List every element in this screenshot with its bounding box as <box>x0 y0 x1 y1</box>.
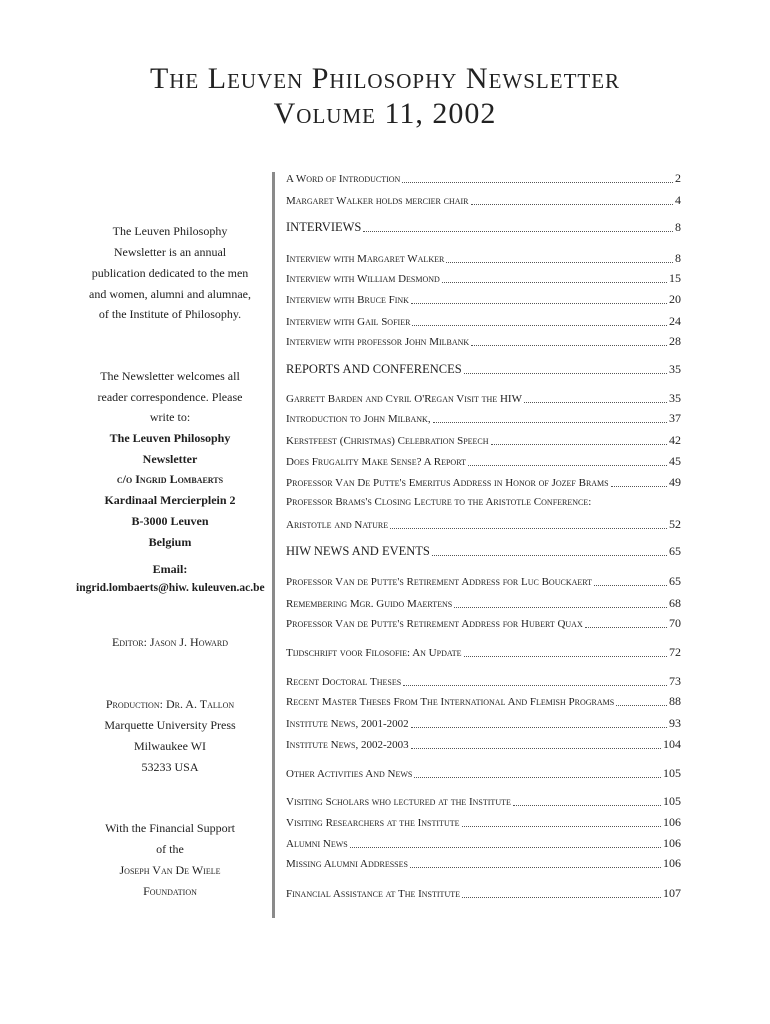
toc-page-number: 52 <box>669 517 681 531</box>
about-line: and women, alumni and alumnae, <box>89 287 251 301</box>
toc-entry-title: Introduction to John Milbank, <box>286 413 431 425</box>
toc-entry[interactable] <box>286 886 681 901</box>
toc-entry-title: HIW NEWS AND EVENTS <box>286 544 430 558</box>
toc-page-number: 106 <box>663 815 681 829</box>
toc-entry[interactable] <box>286 391 681 406</box>
toc-entry[interactable] <box>286 766 681 781</box>
toc-entry-title: Visiting Scholars who lectured at the Institute <box>286 796 511 808</box>
toc-entry-title: Professor Van de Putte's Retirement Address for Hubert Quax <box>286 618 583 630</box>
toc-leader-dots <box>468 464 667 466</box>
toc-page-number: 105 <box>663 766 681 780</box>
toc-entry-title: Interview with Margaret Walker <box>286 253 445 265</box>
toc-leader-dots <box>513 804 661 806</box>
toc-leader-dots <box>414 776 661 778</box>
toc-leader-dots <box>403 684 667 686</box>
toc-page-number: 70 <box>669 616 681 630</box>
support-line: Foundation <box>143 884 197 898</box>
welcome-line: write to: <box>149 410 191 424</box>
toc-leader-dots <box>363 230 673 232</box>
toc-leader-dots <box>585 626 667 628</box>
production-line: 53233 USA <box>141 760 199 774</box>
address-line: Kardinaal Mercierplein 2 <box>104 493 236 507</box>
toc-entry-title: Recent Master Theses From The International And Flemish Programs <box>286 696 615 708</box>
toc-page-number: 73 <box>669 674 681 688</box>
toc-entry[interactable] <box>286 596 681 611</box>
toc-entry[interactable] <box>286 716 681 731</box>
toc-leader-dots <box>411 302 667 304</box>
toc-entry-title: A Word of Introduction <box>286 173 401 185</box>
toc-leader-dots <box>442 281 667 283</box>
about-line: Newsletter is an annual <box>113 245 227 259</box>
toc-leader-dots <box>411 726 667 728</box>
address-line: Belgium <box>148 535 192 549</box>
toc-entry[interactable] <box>286 694 681 709</box>
toc-entry-title: Institute News, 2001-2002 <box>286 718 409 730</box>
toc-entry[interactable] <box>286 517 681 532</box>
toc-entry[interactable] <box>286 171 681 186</box>
toc-page-number: 104 <box>663 737 681 751</box>
toc-entry-title: Professor Van De Putte's Emeritus Address in Honor of Jozef Brams <box>286 477 609 489</box>
toc-leader-dots <box>462 896 661 898</box>
toc-page-number: 8 <box>675 220 681 234</box>
toc-entry[interactable] <box>286 674 681 689</box>
toc-entry-title: Interview with William Desmond <box>286 273 440 285</box>
toc-entry[interactable] <box>286 616 681 631</box>
toc-page-number: 106 <box>663 856 681 870</box>
toc-entry[interactable] <box>286 292 681 307</box>
toc-entry-title: Remembering Mgr. Guido Maertens <box>286 598 453 610</box>
toc-entry[interactable] <box>286 475 681 490</box>
volume-title: Volume 11, 2002 <box>273 97 497 130</box>
toc-entry[interactable] <box>286 856 681 871</box>
support-line: Joseph Van De Wiele <box>119 863 221 877</box>
email-label: Email: <box>152 562 188 576</box>
toc-entry-title: Financial Assistance at The Institute <box>286 888 460 900</box>
vertical-divider <box>272 172 275 918</box>
toc-page-number: 105 <box>663 794 681 808</box>
toc-entry[interactable] <box>286 496 681 508</box>
toc-entry[interactable] <box>286 314 681 329</box>
about-line: The Leuven Philosophy <box>112 224 228 238</box>
toc-page-number: 20 <box>669 292 681 306</box>
production-line: Production: Dr. A. Tallon <box>105 697 235 711</box>
toc-page-number: 65 <box>669 574 681 588</box>
toc-entry-title: Other Activities And News <box>286 768 413 780</box>
toc-entry-title: Margaret Walker holds mercier chair <box>286 195 469 207</box>
toc-entry-title: Garrett Barden and Cyril O'Regan Visit the HIW <box>286 393 522 405</box>
toc-entry-title: Institute News, 2002-2003 <box>286 739 409 751</box>
toc-entry-title: Recent Doctoral Theses <box>286 676 402 688</box>
support-line: of the <box>156 842 184 856</box>
toc-page-number: 93 <box>669 716 681 730</box>
toc-entry[interactable] <box>286 645 681 660</box>
toc-leader-dots <box>454 606 667 608</box>
toc-entry[interactable] <box>286 251 681 266</box>
toc-entry[interactable] <box>286 362 681 377</box>
toc-entry-title: Interview with Gail Sofier <box>286 316 411 328</box>
toc-leader-dots <box>524 401 667 403</box>
address-line: Newsletter <box>142 452 198 466</box>
toc-page-number: 88 <box>669 694 681 708</box>
toc-page-number: 37 <box>669 411 681 425</box>
toc-leader-dots <box>611 485 667 487</box>
toc-page-number: 4 <box>675 193 681 207</box>
about-line: of the Institute of Philosophy. <box>98 307 242 321</box>
toc-entry[interactable] <box>286 220 681 235</box>
toc-entry-title: INTERVIEWS <box>286 220 362 234</box>
toc-entry-title: Aristotle and Nature <box>286 519 389 531</box>
newsletter-title: The Leuven Philosophy Newsletter <box>149 62 621 95</box>
toc-page-number: 49 <box>669 475 681 489</box>
toc-page-number: 65 <box>669 544 681 558</box>
toc-page-number: 45 <box>669 454 681 468</box>
toc-entry-title: Tijdschrift voor Filosofie: An Update <box>286 647 462 659</box>
address-line: c/o Ingrid Lombaerts <box>116 472 224 486</box>
toc-entry[interactable] <box>286 454 681 469</box>
toc-entry-title: Professor Van de Putte's Retirement Address for Luc Bouckaert <box>286 576 593 588</box>
toc-page-number: 2 <box>675 171 681 185</box>
toc-leader-dots <box>471 344 667 346</box>
toc-entry[interactable] <box>286 794 681 809</box>
toc-page-number: 68 <box>669 596 681 610</box>
toc-page-number: 28 <box>669 334 681 348</box>
toc-leader-dots <box>471 203 673 205</box>
toc-page-number: 106 <box>663 836 681 850</box>
toc-page-number: 42 <box>669 433 681 447</box>
toc-leader-dots <box>491 443 667 445</box>
toc-entry[interactable] <box>286 737 681 752</box>
toc-entry[interactable] <box>286 193 681 208</box>
toc-leader-dots <box>464 372 667 374</box>
toc-leader-dots <box>432 554 667 556</box>
email-address[interactable]: ingrid.lombaerts@hiw. kuleuven.ac.be <box>76 582 265 594</box>
toc-entry-title: Missing Alumni Addresses <box>286 858 408 870</box>
toc-entry-title: REPORTS AND CONFERENCES <box>286 362 462 376</box>
toc-leader-dots <box>410 866 661 868</box>
editor-credit: Editor: Jason J. Howard <box>111 635 229 649</box>
toc-entry[interactable] <box>286 411 681 426</box>
toc-leader-dots <box>594 584 667 586</box>
toc-entry[interactable] <box>286 544 681 559</box>
welcome-line: The Newsletter welcomes all <box>100 369 240 383</box>
toc-page-number: 107 <box>663 886 681 900</box>
toc-entry-title: Alumni News <box>286 838 348 850</box>
toc-entry-title: Professor Brams's Closing Lecture to the Aristotle Conference: <box>286 496 592 508</box>
toc-entry[interactable] <box>286 836 681 851</box>
welcome-line: reader correspondence. Please <box>97 390 243 404</box>
toc-entry[interactable] <box>286 271 681 286</box>
toc-page-number: 72 <box>669 645 681 659</box>
toc-leader-dots <box>464 655 667 657</box>
toc-leader-dots <box>616 704 667 706</box>
toc-entry[interactable] <box>286 334 681 349</box>
toc-leader-dots <box>402 181 673 183</box>
toc-entry[interactable] <box>286 433 681 448</box>
toc-leader-dots <box>433 421 667 423</box>
address-line: B-3000 Leuven <box>131 514 209 528</box>
toc-entry[interactable] <box>286 574 681 589</box>
toc-leader-dots <box>390 527 667 529</box>
toc-page-number: 35 <box>669 391 681 405</box>
toc-leader-dots <box>462 825 662 827</box>
toc-entry[interactable] <box>286 815 681 830</box>
toc-leader-dots <box>446 261 673 263</box>
toc-entry-title: Visiting Researchers at the Institute <box>286 817 460 829</box>
toc-page-number: 15 <box>669 271 681 285</box>
support-line: With the Financial Support <box>105 821 235 835</box>
toc-page-number: 35 <box>669 362 681 376</box>
toc-page-number: 8 <box>675 251 681 265</box>
address-line: The Leuven Philosophy <box>109 431 231 445</box>
toc-entry-title: Interview with Bruce Fink <box>286 294 409 306</box>
toc-leader-dots <box>411 747 661 749</box>
toc-leader-dots <box>350 846 661 848</box>
toc-leader-dots <box>412 324 667 326</box>
toc-page-number: 24 <box>669 314 681 328</box>
production-line: Marquette University Press <box>104 718 236 732</box>
production-line: Milwaukee WI <box>133 739 207 753</box>
about-line: publication dedicated to the men <box>91 266 249 280</box>
toc-entry-title: Interview with professor John Milbank <box>286 336 470 348</box>
toc-entry-title: Does Frugality Make Sense? A Report <box>286 456 466 468</box>
toc-entry-title: Kerstfeest (Christmas) Celebration Speech <box>286 435 489 447</box>
